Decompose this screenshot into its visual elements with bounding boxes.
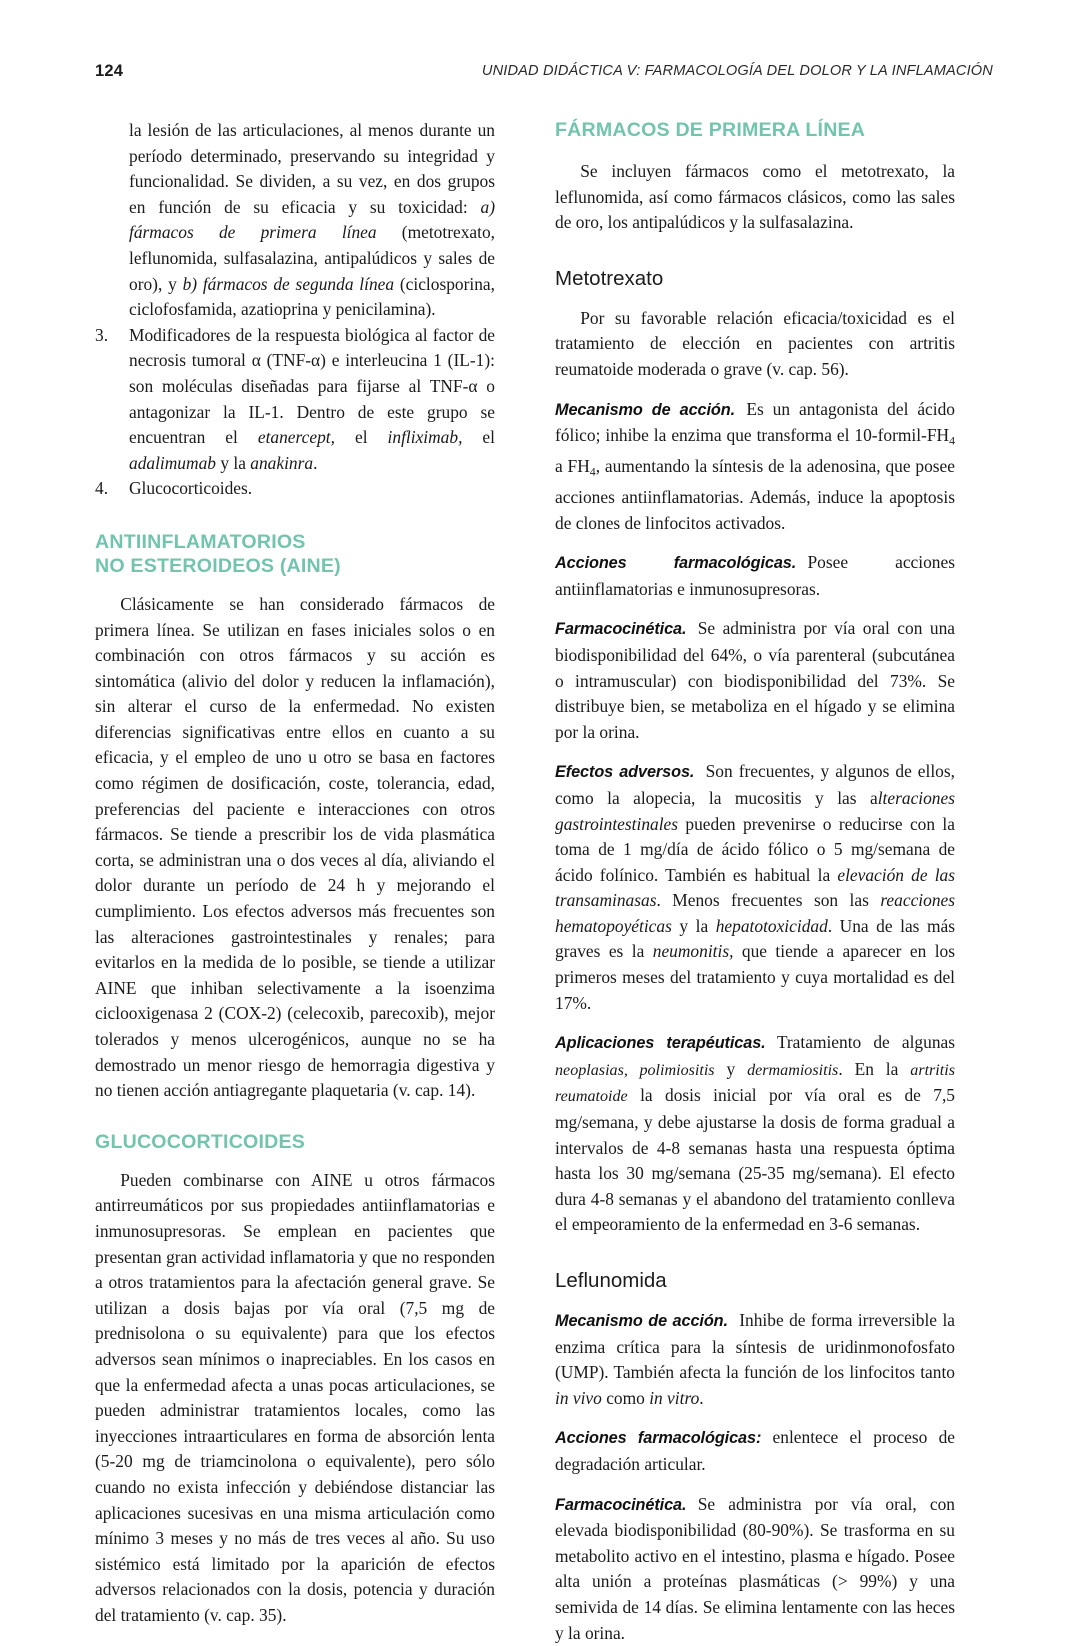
efectos-italic-d: hepatotoxicidad [715,915,828,936]
mecanismo-sub-2: 4 [589,464,596,479]
aine-paragraph: Clásicamente se han considerado fármacos de primera línea. Se utilizan en fases iniciales solos o en combinación con otros fármacos y su acción es sintomática (alivio del dolor y reducen la inflamación), sin alterar el curso de la enfermedad. No existen diferencias significativas entre ellos en cuanto a su eficacia, y el empleo de uno u otro se basa en factores como régimen de dosificación, coste, tolerancia, edad, preferencias del paciente e interacciones con otros fármacos. Se tiende a prescribir los de vida plasmática corta, se administran una o dos veces al día, aliviando el dolor durante un período de 24 h y mejorando el cumplimiento. Los efectos adversos más frecuentes son las alteraciones gastrointestinales y renales; para evitarlos en la medida de lo posible, se tiende a utilizar AINE que inhiban selectivamente a la isoenzima ciclooxigenasa 2 (COX-2) (celecoxib, parecoxib), mejor tolerados y menos ulcerogénicos, aunque no se ha demostrado un menor riesgo de hemorragia digestiva y no tienen acción antiagregante plaquetaria (v. cap. 14). [95,593,495,1101]
section-heading-glucocorticoides: GLUCOCORTICOIDES [95,1130,306,1153]
list-item-italic-b: infliximab, [387,427,463,448]
primera-linea-intro: Se incluyen fármacos como el metotrexato, la leflunomida, así como fármacos clásicos, como las sales de oro, los antipalúdicos y la sulfasalazina. [555,161,955,233]
efectos-text-e: . Una de las más graves es la [555,915,955,962]
mecanismo2-italic-a: in vivo [555,1387,602,1408]
aplicaciones-italic-c: artritis reumatoide [555,1061,955,1106]
list-item [95,476,495,502]
page-number: 124 [95,62,124,80]
leflunomida-acciones [555,1425,955,1477]
continued-text-2: (metotrexato, leflunomida, sulfasalazina, antipalúdicos y sales de oro), y [129,222,495,294]
lead-label-mecanismo-2: Mecanismo de acción. [555,1312,728,1330]
farmacocinetica2-text: Se administra por vía oral, con elevada biodisponibilidad (80-90%). Se trasforma en su metabolito activo en el intestino, plasma e hígado. Posee alta unión a proteínas plasmáticas (> 99%) y una semivida de 14 días. Se elimina lentamente con las heces y la orina. [555,1493,955,1643]
continued-italic-1: a) fármacos de primera línea [129,196,495,243]
metotrexato-efectos [555,759,955,1016]
list-item-text-b: el [334,427,388,448]
continued-text-1: la lesión de las articulaciones, al menos durante un período determinado, preservando su integridad y funcionalidad. Se dividen, a su vez, en dos grupos en función de su eficacia y su toxicidad: [129,120,495,217]
aplicaciones-italic-a: neoplasias, polimiositis [555,1061,715,1079]
right-column [555,118,955,1646]
list-item-text-a: Glucocorticoides. [129,478,253,499]
list-item-text-d: y la [215,452,251,473]
efectos-text-a: Son frecuentes, y algunos de ellos, como la alopecia, la mucositis y las a [555,761,955,808]
acciones2-text: enlentece el proceso de degradación articular. [555,1427,955,1474]
section-heading-primera-linea: FÁRMACOS DE PRIMERA LÍNEA [555,119,866,141]
list-item-number: 4. [95,478,109,499]
aplicaciones-text-a: Tratamiento de algunas [776,1032,955,1053]
list-item-text-c: el [462,427,495,448]
left-column [95,118,495,1628]
glucocorticoides-paragraph: Pueden combinarse con AINE u otros fármacos antirreumáticos por sus propiedades antiinflamatorias e inmunosupresoras. Se emplean en pacientes que presentan gran actividad inflamatoria y que no responden a otros tratamientos para la afectación general grave. Se utilizan a dosis bajas por vía oral (7,5 mg de prednisolona o su equivalente) para que los efectos adversos sean mínimos o inapreciables. En los casos en que la enfermedad afecta a unas pocas articulaciones, se pueden administrar tratamientos locales, como las inyecciones intraarticulares en forma de absorción lenta (5-20 mg de triamcinolona o equivalente), pero sólo cuando no exista infección y debiéndose distanciar las aplicaciones sucesivas en una misma articulación como mínimo 3 meses y no más de tres veces al año. Su uso sistémico está limitado por la aparición de efectos adversos relacionados con la dosis, potencia y duración del tratamiento (v. cap. 35). [95,1169,495,1625]
list-item-text-e: . [313,452,318,473]
list-item-number: 3. [95,324,109,345]
aplicaciones-italic-b: dermamiositis [747,1061,839,1079]
drug-heading-metotrexato: Metotrexato [555,266,664,290]
efectos-italic-e: neumonitis, [652,941,734,962]
drug-heading-leflunomida: Leflunomida [555,1269,667,1292]
efectos-text-d: y la [671,915,716,936]
leflunomida-mecanismo [555,1308,955,1411]
running-head [95,62,993,88]
list-item [95,323,495,477]
mecanismo-text-b: a FH [555,456,590,477]
metotrexato-intro: Por su favorable relación eficacia/toxicidad es el tratamiento de elección en pacientes con artritis reumatoide moderada o grave (v. cap. 56). [555,307,955,379]
aplicaciones-text-d: la dosis inicial por vía oral es de 7,5 mg/semana, y debe ajustarse la dosis de forma gradual a intervalos de 4-8 semanas hasta una respuesta óptima hasta los 30 mg/semana (25-35 mg/semana). El efecto dura 4-8 semanas y el abandono del tratamiento conlleva el empeoramiento de la enfermedad en 3-6 semanas. [555,1085,955,1235]
list-item-italic-d: anakinra [250,452,314,473]
list-item-text-a: Modificadores de la respuesta biológica al factor de necrosis tumoral α (TNF-α) e interleucina 1 (IL-1): son moléculas diseñadas para fijarse al TNF-α o antagonizar la IL-1. Dentro de este grupo se encuentran el [129,324,495,448]
lead-label-farmacocinetica-2: Farmacocinética. [555,1495,687,1514]
mecanismo2-text-b: como [601,1387,650,1408]
continued-italic-2: b) fármacos de segunda línea [182,273,395,294]
mecanismo2-italic-b: in vitro [649,1387,700,1408]
lead-label-aplicaciones: Aplicaciones terapéuticas. [555,1034,766,1053]
metotrexato-aplicaciones [555,1030,955,1238]
lead-label-mecanismo: Mecanismo de acción. [555,400,736,419]
aplicaciones-text-c: . En la [838,1058,911,1079]
running-title: UNIDAD DIDÁCTICA V: FARMACOLOGÍA DEL DOLOR Y LA INFLAMACIÓN [481,63,993,79]
farmacocinetica-text: Se administra por vía oral con una biodisponibilidad del 64%, o vía parenteral (subcutánea o intramuscular) con biodisponibilidad del 73%. Se distribuye bien, se metaboliza en el hígado y se elimina por la orina. [555,618,955,742]
acciones-text: Posee acciones antiinflamatorias e inmunosupresoras. [555,552,955,599]
efectos-italic-a: lteraciones gastrointestinales [555,787,955,834]
metotrexato-mecanismo [555,397,955,537]
lead-label-farmacocinetica: Farmacocinética. [555,620,687,639]
lead-label-efectos: Efectos adversos. [555,763,695,782]
mecanismo-sub-1: 4 [949,433,955,448]
section-heading-aine [95,530,495,579]
mecanismo2-text-a: Inhibe de forma irreversible la enzima crítica para la síntesis de uridinmonofosfato (UMP). También afecta la función de los linfocitos tanto [555,1310,955,1383]
list-item-italic-a: etanercept, [257,427,335,448]
mecanismo-text-a: Es un antagonista del ácido fólico; inhibe la enzima que transforma el 10-formil-FH [555,398,956,446]
continued-text-3: (ciclosporina, ciclofosfamida, azatioprina y penicilamina). [129,273,495,320]
efectos-text-f: que tiende a aparecer en los primeros meses del tratamiento y cuya mortalidad es del 17%. [555,941,955,1013]
efectos-text-b: pueden prevenirse o reducirse con la toma de 1 mg/día de ácido fólico o 5 mg/semana de ácido folínico. También es habitual la [555,813,955,885]
continued-paragraph [95,118,495,323]
metotrexato-farmacocinetica [555,616,955,745]
efectos-italic-b: elevación de las transaminasas [555,864,955,911]
list-item-italic-c: adalimumab [129,452,216,473]
numbered-list [95,323,495,502]
metotrexato-acciones [555,550,955,602]
mecanismo-text-c: , aumentando la síntesis de la adenosina, que posee acciones antiinflamatorias. Además, induce la apoptosis de clones de linfocitos activados. [555,456,955,533]
section-heading-aine-line2: NO ESTEROIDEOS (AINE) [95,555,341,578]
mecanismo2-text-c: . [699,1387,704,1408]
lead-label-acciones: Acciones farmacológicas. [555,554,797,573]
section-heading-aine-line1: ANTIINFLAMATORIOS [95,530,306,553]
efectos-text-c: . Menos frecuentes son las [656,890,881,911]
leflunomida-farmacocinetica [555,1492,955,1646]
lead-label-acciones-2: Acciones farmacológicas: [555,1429,762,1448]
efectos-italic-c: reacciones hematopoyéticas [555,890,955,936]
aplicaciones-text-b: y [714,1058,748,1079]
